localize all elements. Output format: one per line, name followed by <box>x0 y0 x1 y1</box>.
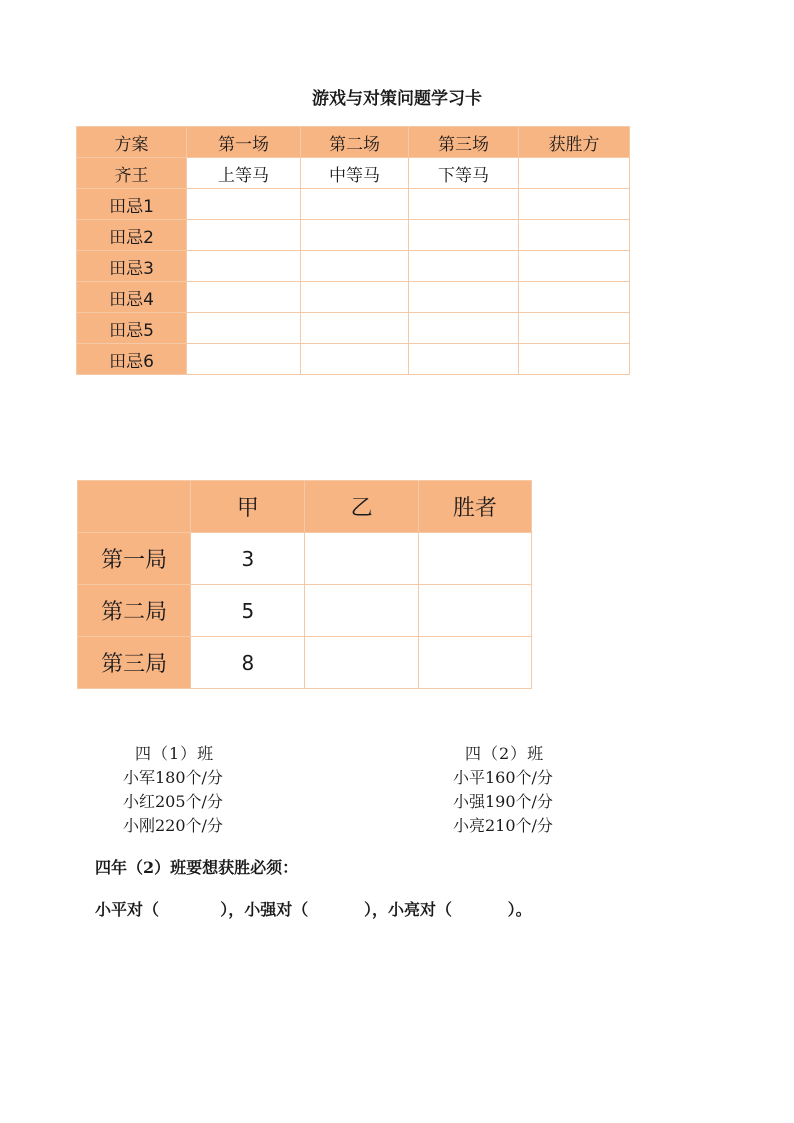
card-game-table <box>77 480 532 689</box>
question-title: 四年（2）班要想获胜必须： <box>95 858 299 877</box>
row-label: 田忌1 <box>77 189 187 220</box>
table-cell[interactable] <box>305 637 418 689</box>
header-cell: 甲 <box>191 481 305 533</box>
header-cell: 第三场 <box>409 127 519 158</box>
table-row <box>78 637 532 689</box>
table-cell: 下等马 <box>409 158 519 189</box>
table-cell[interactable] <box>305 585 418 637</box>
table-cell[interactable] <box>187 282 301 313</box>
list-item: 小红205个/分 <box>123 792 223 811</box>
table-cell[interactable] <box>519 344 630 375</box>
table-row <box>77 313 630 344</box>
table-header-row <box>77 127 630 158</box>
row-label: 第二局 <box>78 585 191 637</box>
table-cell[interactable] <box>519 220 630 251</box>
table-cell[interactable] <box>301 251 409 282</box>
table-cell[interactable] <box>187 313 301 344</box>
table-cell[interactable] <box>187 220 301 251</box>
table-cell[interactable] <box>305 533 418 585</box>
list-item: 小亮210个/分 <box>453 816 553 835</box>
header-cell <box>78 481 191 533</box>
table-cell[interactable] <box>301 220 409 251</box>
table-cell[interactable] <box>187 251 301 282</box>
row-label: 田忌3 <box>77 251 187 282</box>
table-cell: 8 <box>191 637 305 689</box>
list-item: 小平160个/分 <box>453 768 553 787</box>
list-item: 小刚220个/分 <box>123 816 223 835</box>
header-cell: 第二场 <box>301 127 409 158</box>
row-label: 田忌2 <box>77 220 187 251</box>
table-header-row <box>78 481 532 533</box>
table-cell[interactable] <box>519 313 630 344</box>
table-cell[interactable] <box>418 637 531 689</box>
table-cell[interactable] <box>409 344 519 375</box>
table-cell[interactable] <box>187 344 301 375</box>
table-row <box>77 189 630 220</box>
table-cell[interactable] <box>409 220 519 251</box>
table-cell[interactable] <box>301 344 409 375</box>
row-label: 第三局 <box>78 637 191 689</box>
table-cell[interactable] <box>519 158 630 189</box>
table-cell: 中等马 <box>301 158 409 189</box>
table-cell[interactable] <box>418 585 531 637</box>
table-cell[interactable] <box>187 189 301 220</box>
horse-race-table <box>76 126 630 375</box>
table-cell[interactable] <box>519 282 630 313</box>
row-label: 田忌4 <box>77 282 187 313</box>
table-row <box>77 158 630 189</box>
header-cell: 方案 <box>77 127 187 158</box>
header-cell: 获胜方 <box>519 127 630 158</box>
table-cell[interactable] <box>301 313 409 344</box>
row-label: 田忌6 <box>77 344 187 375</box>
table-row <box>78 585 532 637</box>
table-cell[interactable] <box>409 251 519 282</box>
table-cell: 5 <box>191 585 305 637</box>
header-cell: 胜者 <box>418 481 531 533</box>
table-cell[interactable] <box>409 313 519 344</box>
list-item: 小强190个/分 <box>453 792 553 811</box>
table-row <box>78 533 532 585</box>
table-cell[interactable] <box>418 533 531 585</box>
class-name: 四（2）班 <box>465 744 545 763</box>
table-cell[interactable] <box>409 282 519 313</box>
table-cell: 上等马 <box>187 158 301 189</box>
table-cell[interactable] <box>409 189 519 220</box>
row-label: 齐王 <box>77 158 187 189</box>
table-row <box>77 344 630 375</box>
class-name: 四（1）班 <box>135 744 215 763</box>
table-cell[interactable] <box>519 251 630 282</box>
list-item: 小军180个/分 <box>123 768 223 787</box>
header-cell: 第一场 <box>187 127 301 158</box>
table-row <box>77 220 630 251</box>
class-a-list <box>123 742 223 838</box>
page-title: 游戏与对策问题学习卡 <box>312 89 482 109</box>
table-row <box>77 282 630 313</box>
row-label: 田忌5 <box>77 313 187 344</box>
class-b-list <box>453 742 553 838</box>
question-blanks[interactable]: 小平对（ ），小强对（ ），小亮对（ ）。 <box>95 900 532 919</box>
row-label: 第一局 <box>78 533 191 585</box>
table-row <box>77 251 630 282</box>
table-cell[interactable] <box>301 282 409 313</box>
header-cell: 乙 <box>305 481 418 533</box>
table-cell: 3 <box>191 533 305 585</box>
table-cell[interactable] <box>301 189 409 220</box>
table-cell[interactable] <box>519 189 630 220</box>
